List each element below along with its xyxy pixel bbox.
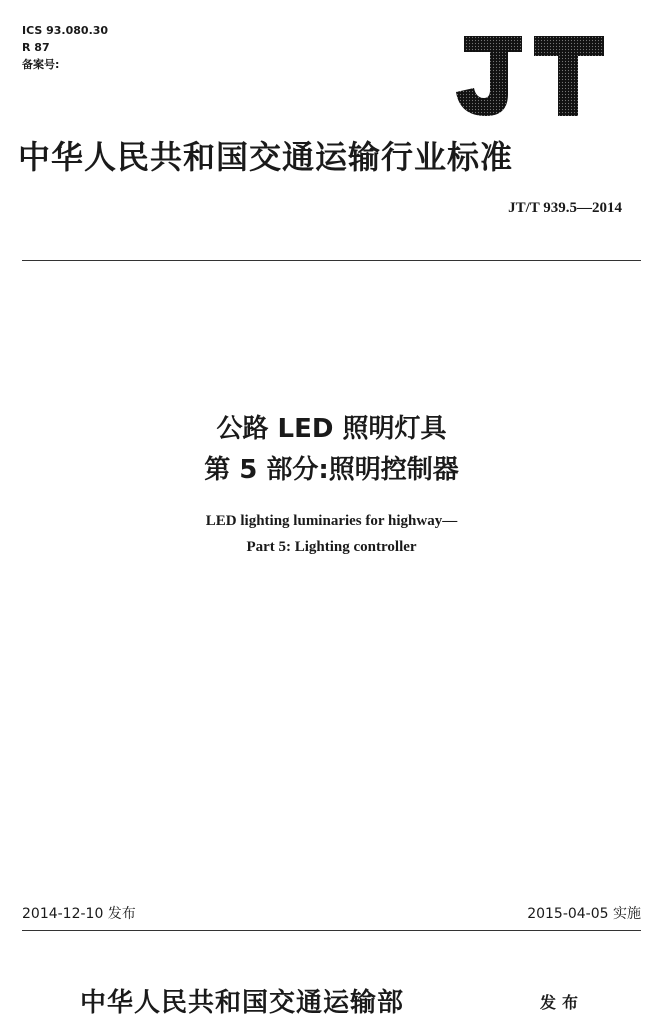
filing-number-label: 备案号: [22,58,60,71]
classification-block [22,22,108,73]
standard-number: JT/T 939.5—2014 [508,200,622,216]
ics-code: ICS 93.080.30 [22,24,109,37]
divider-top [22,260,641,261]
class-code: R 87 [22,41,50,54]
title-cn-line1: 公路 LED 照明灯具 [216,414,447,444]
org-title: 中华人民共和国交通运输行业标准 [18,138,514,176]
title-en-line1: LED lighting luminaries for highway— [205,513,458,529]
effective-date: 2015-04-05 实施 [527,906,641,922]
issuing-authority: 中华人民共和国交通运输部 [80,988,405,1018]
date-row [22,903,641,925]
jt-logo [450,30,610,120]
issue-label: 发布 [540,993,585,1012]
divider-bottom [22,930,641,931]
title-cn-line2: 第 5 部分:照明控制器 [204,455,459,485]
title-en-line2: Part 5: Lighting controller [246,539,417,555]
publish-date: 2014-12-10 发布 [22,906,136,922]
